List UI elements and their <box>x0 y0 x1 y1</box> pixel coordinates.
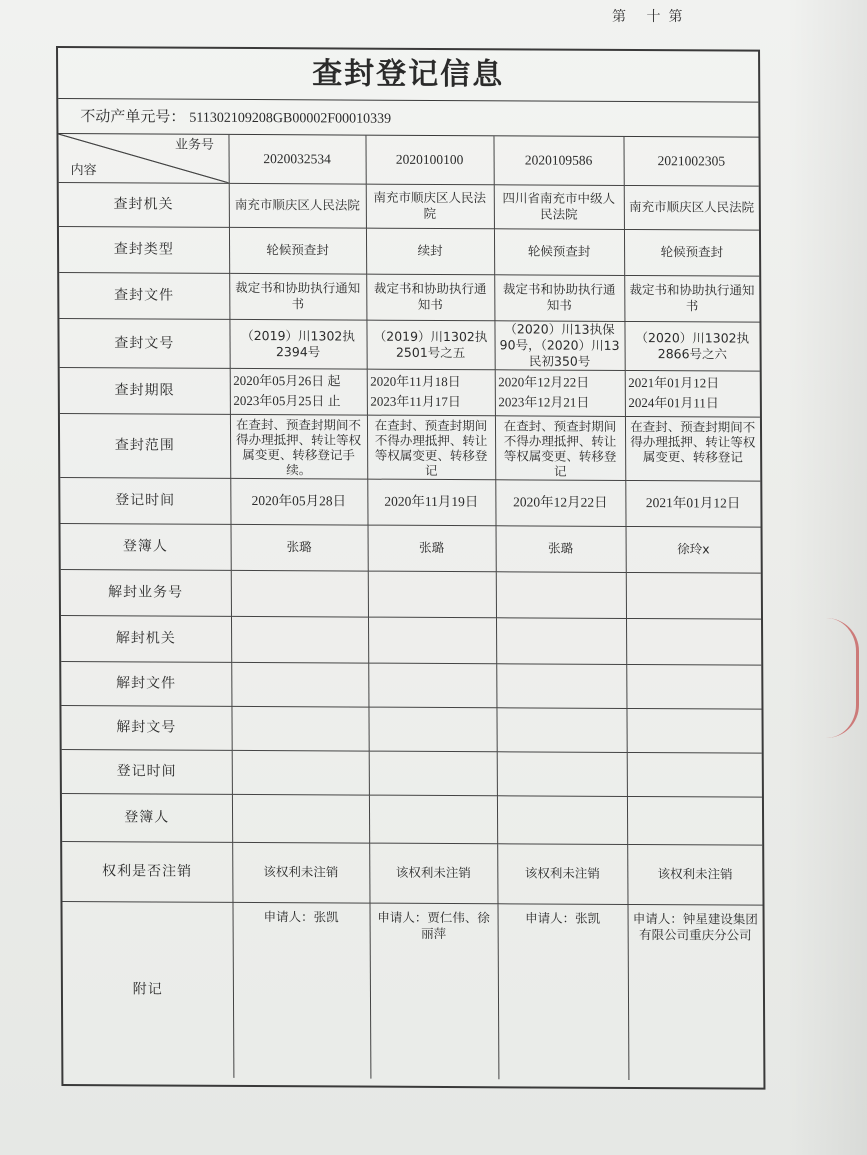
unit-value: 511302109208GB00002F00010339 <box>189 110 392 127</box>
row-label-period: 查封期限 <box>60 367 230 414</box>
empty-cell <box>232 794 369 843</box>
scope-4: 在查封、预查封期间不得办理抵押、转让等权属变更、转移登记 <box>625 416 760 481</box>
reg-time-4: 2021年01月12日 <box>625 480 760 527</box>
page-shadow <box>787 0 867 1155</box>
table-row <box>61 569 761 619</box>
empty-cell <box>626 572 761 619</box>
row-label-registrar: 登簿人 <box>60 523 230 570</box>
authority-1: 南充市顺庆区人民法院 <box>229 183 366 228</box>
empty-cell <box>497 795 627 844</box>
table-row <box>60 367 760 417</box>
page-number: 第 十第 <box>612 9 691 25</box>
business-no-header: 业务号 <box>174 137 215 153</box>
table-row <box>61 615 761 665</box>
table-row <box>59 318 759 371</box>
period-start-3: 2020年12月22日 <box>498 374 590 390</box>
note-1: 申请人：张凯 <box>232 902 370 1079</box>
empty-cell <box>232 750 369 795</box>
document-3: 裁定书和协助执行通知书 <box>494 274 624 321</box>
empty-cell <box>626 708 761 753</box>
empty-cell <box>231 616 368 663</box>
row-label-type: 查封类型 <box>59 226 229 273</box>
table-row <box>62 841 762 905</box>
seizure-registration-form <box>56 46 765 1090</box>
cancelled-1: 该权利未注销 <box>232 842 369 903</box>
authority-4: 南充市顺庆区人民法院 <box>624 185 759 230</box>
row-label-unseal-document: 解封文件 <box>61 661 231 706</box>
period-2 <box>367 369 495 416</box>
scope-2: 在查封、预查封期间不得办理抵押、转让等权属变更、转移登记 <box>367 415 495 480</box>
row-label-authority: 查封机关 <box>59 182 229 227</box>
business-no-3: 2020109586 <box>493 136 623 185</box>
type-3: 轮候预查封 <box>494 228 624 275</box>
note-4: 申请人：钟星建设集团有限公司重庆分公司 <box>628 904 764 1081</box>
empty-cell <box>627 796 762 845</box>
table-row <box>59 272 759 322</box>
row-label-unseal-doc-no: 解封文号 <box>61 705 231 750</box>
period-end-1: 2023年05月25日 止 <box>233 392 341 409</box>
empty-cell <box>368 571 496 618</box>
table-row <box>59 182 759 230</box>
table-row <box>61 661 761 709</box>
note-2: 申请人：贾仁伟、徐丽萍 <box>369 903 498 1080</box>
document-4: 裁定书和协助执行通知书 <box>624 275 759 322</box>
type-4: 轮候预查封 <box>624 229 759 276</box>
period-start-1: 2020年05月26日 起 <box>233 372 341 389</box>
document-2: 裁定书和协助执行通知书 <box>366 274 494 321</box>
property-unit-number <box>58 99 758 138</box>
reg-time-1: 2020年05月28日 <box>230 478 367 525</box>
red-seal-edge <box>826 618 859 738</box>
row-label-document: 查封文件 <box>59 272 229 319</box>
reg-time-2: 2020年11月19日 <box>367 479 495 526</box>
period-end-4: 2024年01月11日 <box>628 394 719 411</box>
empty-cell <box>368 617 496 664</box>
empty-cell <box>626 618 761 665</box>
reg-time-3: 2020年12月22日 <box>495 479 625 526</box>
table-header-row <box>58 134 758 186</box>
registration-table <box>58 134 763 1081</box>
type-1: 轮候预查封 <box>229 227 366 274</box>
business-no-4: 2021002305 <box>623 137 758 186</box>
empty-cell <box>368 707 496 752</box>
empty-cell <box>627 752 762 797</box>
doc-no-1: （2019）川1302执2394号 <box>229 319 366 369</box>
unit-label: 不动产单元号： <box>80 107 186 126</box>
period-start-2: 2020年11月18日 <box>370 373 461 390</box>
scope-3: 在查封、预查封期间不得办理抵押、转让等权属变更、转移登记 <box>495 415 625 480</box>
period-end-3: 2023年12月21日 <box>498 394 590 410</box>
empty-cell <box>497 751 627 796</box>
row-label-cancelled: 权利是否注销 <box>62 841 232 902</box>
cancelled-4: 该权利未注销 <box>627 844 762 905</box>
empty-cell <box>231 662 368 707</box>
table-row <box>60 477 760 527</box>
table-row <box>62 901 763 1081</box>
empty-cell <box>369 751 497 796</box>
period-start-4: 2021年01月12日 <box>628 374 720 391</box>
row-label-scope: 查封范围 <box>60 413 230 478</box>
authority-2: 南充市顺庆区人民法院 <box>366 184 494 229</box>
empty-cell <box>496 663 626 708</box>
form-title: 查封登记信息 <box>58 48 758 103</box>
registrar-3: 张璐 <box>496 525 626 572</box>
doc-no-4: （2020）川1302执2866号之六 <box>624 321 759 371</box>
empty-cell <box>231 570 368 617</box>
empty-cell <box>369 795 497 844</box>
period-1 <box>230 368 367 415</box>
document-1: 裁定书和协助执行通知书 <box>229 273 366 320</box>
table-row <box>60 523 760 573</box>
registrar-2: 张璐 <box>368 525 496 572</box>
period-3 <box>495 369 625 416</box>
empty-cell <box>496 617 626 664</box>
row-label-unseal-no: 解封业务号 <box>61 569 231 616</box>
registrar-1: 张璐 <box>231 524 368 571</box>
authority-3: 四川省南充市中级人民法院 <box>494 184 624 229</box>
empty-cell <box>626 664 761 709</box>
empty-cell <box>231 706 368 751</box>
cancelled-2: 该权利未注销 <box>369 843 497 904</box>
doc-no-3: （2020）川13执保90号，（2020）川13民初350号 <box>494 320 624 370</box>
cancelled-3: 该权利未注销 <box>497 843 627 904</box>
table-row <box>61 705 761 753</box>
empty-cell <box>496 571 626 618</box>
row-label-reg-time: 登记时间 <box>60 477 230 524</box>
table-row <box>62 793 762 845</box>
business-no-1: 2020032534 <box>228 135 365 184</box>
empty-cell <box>368 663 496 708</box>
period-end-2: 2023年11月17日 <box>370 393 461 410</box>
content-header: 内容 <box>70 162 97 178</box>
table-row <box>59 226 759 276</box>
empty-cell <box>496 707 626 752</box>
row-label-unseal-authority: 解封机关 <box>61 615 231 662</box>
business-no-2: 2020100100 <box>365 136 493 185</box>
header-diagonal-cell <box>58 134 228 183</box>
doc-no-2: （2019）川1302执2501号之五 <box>366 320 494 370</box>
row-label-unseal-registrar: 登簿人 <box>62 793 232 842</box>
table-row <box>62 749 762 797</box>
type-2: 续封 <box>366 228 494 275</box>
row-label-unseal-reg-time: 登记时间 <box>62 749 232 794</box>
row-label-doc-no: 查封文号 <box>59 318 229 368</box>
registrar-4: 徐玲x <box>626 526 761 573</box>
row-label-note: 附记 <box>62 901 233 1078</box>
scope-1: 在查封、预查封期间不得办理抵押、转让等权属变更、转移登记手续。 <box>230 414 367 479</box>
note-3: 申请人：张凯 <box>497 903 628 1080</box>
table-row <box>60 413 760 481</box>
period-4 <box>625 370 760 417</box>
